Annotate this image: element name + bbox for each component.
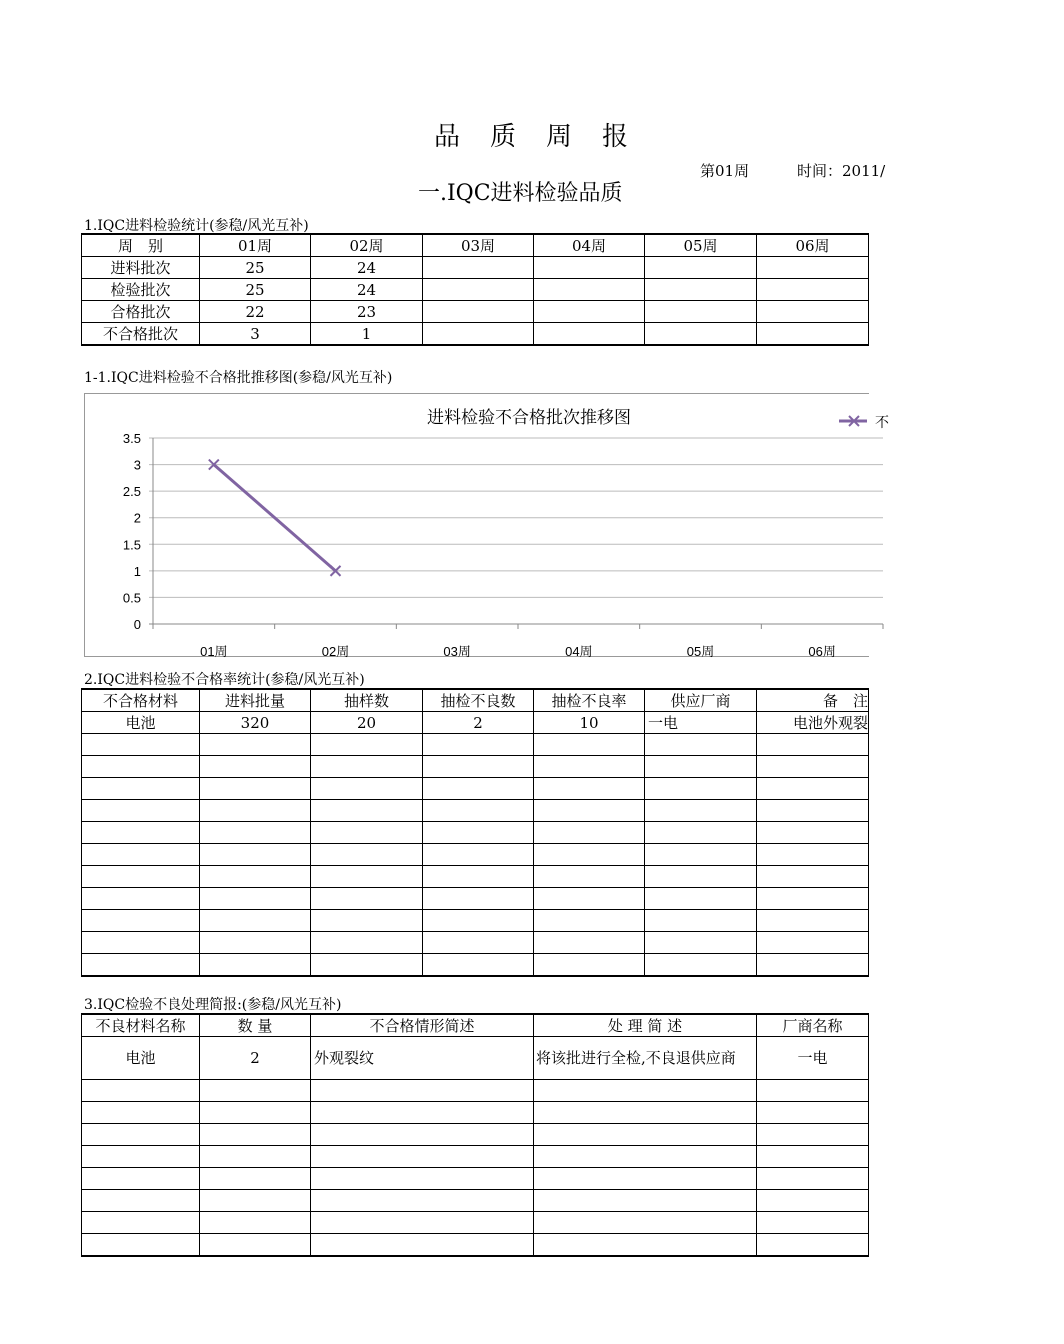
table-row (82, 279, 869, 301)
table-cell (645, 279, 757, 301)
table-cell (311, 778, 423, 800)
column-header: 数 量 (200, 1014, 311, 1037)
handling-label: 3.IQC检验不良处理简报:(参稳/风光互补) (84, 997, 342, 1013)
table-cell (534, 778, 645, 800)
table-cell (534, 822, 645, 844)
y-tick-label: 1.5 (122, 537, 141, 553)
column-header: 处 理 简 述 (534, 1014, 757, 1037)
table-cell (82, 822, 200, 844)
table-cell (200, 1124, 311, 1146)
table-cell (423, 279, 534, 301)
table-cell (645, 866, 757, 888)
table-cell (200, 866, 311, 888)
table-cell (200, 888, 311, 910)
table-cell (311, 888, 423, 910)
trend-chart (85, 394, 889, 659)
report-time: 时间：2011/ (797, 162, 886, 180)
table-row (82, 712, 869, 734)
table-cell (200, 844, 311, 866)
table-cell (757, 1146, 869, 1168)
table-cell (534, 932, 645, 954)
column-header: 06周 (757, 234, 869, 257)
table-cell (423, 257, 534, 279)
table-cell (423, 301, 534, 323)
table-cell: 不合格批次 (82, 323, 200, 346)
column-header: 02周 (311, 234, 423, 257)
table-cell: 25 (200, 279, 311, 301)
table-cell: 23 (311, 301, 423, 323)
table-cell (82, 1168, 200, 1190)
table-row (82, 778, 869, 800)
table-cell (311, 1168, 534, 1190)
table-cell (534, 1168, 757, 1190)
column-header: 备 注 (757, 689, 869, 712)
y-tick-label: 2 (133, 510, 141, 526)
table-cell (534, 910, 645, 932)
table-cell (311, 1212, 534, 1234)
table-cell (200, 1212, 311, 1234)
table-cell: 1 (311, 323, 423, 346)
table-cell (311, 954, 423, 977)
table-cell (423, 844, 534, 866)
table-row (82, 866, 869, 888)
table-cell (757, 734, 869, 756)
table-row (82, 800, 869, 822)
table-cell: 一电 (757, 1037, 869, 1080)
table-cell (534, 1102, 757, 1124)
table-cell (311, 1102, 534, 1124)
table-cell (534, 756, 645, 778)
table-cell (311, 1190, 534, 1212)
table-cell (82, 866, 200, 888)
table-row (82, 1234, 869, 1257)
table-cell (200, 932, 311, 954)
table-cell (757, 301, 869, 323)
table-cell (82, 844, 200, 866)
handling-table (81, 1013, 869, 1257)
table-cell: 24 (311, 257, 423, 279)
table-cell (757, 1102, 869, 1124)
table-cell (534, 1234, 757, 1257)
table-cell (757, 1212, 869, 1234)
table-cell (757, 866, 869, 888)
table-cell (200, 1168, 311, 1190)
column-header: 周 别 (82, 234, 200, 257)
table-cell (757, 257, 869, 279)
table-cell (423, 323, 534, 346)
table-cell (645, 932, 757, 954)
table-row (82, 257, 869, 279)
column-header: 抽检不良率 (534, 689, 645, 712)
defect-rate-table (81, 688, 869, 977)
table-cell (82, 756, 200, 778)
table-cell (534, 323, 645, 346)
table-cell: 2 (423, 712, 534, 734)
table-row (82, 756, 869, 778)
table-cell (82, 1102, 200, 1124)
table-cell: 电池 (82, 712, 200, 734)
table-row (82, 301, 869, 323)
table-cell (423, 778, 534, 800)
table-cell: 一电 (645, 712, 757, 734)
table-cell (200, 1146, 311, 1168)
table-cell (311, 866, 423, 888)
column-header: 厂商名称 (757, 1014, 869, 1037)
column-header: 供应厂商 (645, 689, 757, 712)
table-cell (82, 1146, 200, 1168)
table-cell (311, 734, 423, 756)
table-cell (645, 301, 757, 323)
table-cell (311, 910, 423, 932)
table-cell (645, 756, 757, 778)
table-cell (534, 1124, 757, 1146)
table-cell (757, 1168, 869, 1190)
table-cell (82, 1234, 200, 1257)
table-cell (757, 323, 869, 346)
table-cell (757, 888, 869, 910)
table-row (82, 888, 869, 910)
table-cell (757, 1124, 869, 1146)
column-header: 03周 (423, 234, 534, 257)
chart-container (84, 393, 889, 659)
table-cell: 10 (534, 712, 645, 734)
table-cell (200, 800, 311, 822)
table-cell (311, 822, 423, 844)
table-cell (82, 932, 200, 954)
column-header: 01周 (200, 234, 311, 257)
table-cell (311, 1080, 534, 1102)
column-header: 不合格材料 (82, 689, 200, 712)
table-row (82, 822, 869, 844)
table-row (82, 1146, 869, 1168)
table-cell (311, 756, 423, 778)
y-tick-label: 3.5 (122, 431, 141, 446)
table-cell (82, 954, 200, 977)
x-tick-label: 03周 (443, 644, 471, 659)
table-cell (423, 734, 534, 756)
table-row (82, 1190, 869, 1212)
table-row (82, 954, 869, 977)
table-cell (645, 822, 757, 844)
table-row (82, 1124, 869, 1146)
table-cell (757, 844, 869, 866)
x-tick-label: 01周 (200, 644, 228, 659)
x-tick-label: 06周 (808, 644, 836, 659)
table-row (82, 932, 869, 954)
table-cell (200, 910, 311, 932)
table-cell: 22 (200, 301, 311, 323)
table-cell: 320 (200, 712, 311, 734)
table-cell (645, 910, 757, 932)
table-cell (82, 1212, 200, 1234)
x-tick-label: 05周 (686, 644, 715, 659)
y-tick-label: 0 (133, 617, 141, 632)
stats-table (81, 233, 869, 346)
table-cell (757, 800, 869, 822)
table-cell (534, 866, 645, 888)
table-cell (82, 910, 200, 932)
table-cell (645, 844, 757, 866)
table-cell (534, 1146, 757, 1168)
table-cell (534, 1080, 757, 1102)
table-cell (423, 910, 534, 932)
table-cell (423, 954, 534, 977)
table-cell (645, 954, 757, 977)
week-number: 第01周 (700, 162, 750, 180)
column-header: 进料批量 (200, 689, 311, 712)
table-cell (757, 1080, 869, 1102)
table-cell (200, 778, 311, 800)
table-row (82, 910, 869, 932)
table-cell (534, 257, 645, 279)
y-tick-label: 1 (133, 563, 141, 579)
column-header: 05周 (645, 234, 757, 257)
table-cell: 将该批进行全检,不良退供应商 (534, 1037, 757, 1080)
table-cell (200, 1102, 311, 1124)
x-tick-label: 02周 (321, 644, 350, 659)
table-row (82, 1212, 869, 1234)
table-cell (82, 888, 200, 910)
y-tick-label: 0.5 (122, 590, 141, 606)
table-row (82, 1037, 869, 1080)
table-cell: 电池 (82, 1037, 200, 1080)
table-row (82, 1102, 869, 1124)
table-cell (200, 1190, 311, 1212)
table-cell (423, 866, 534, 888)
table-cell (645, 734, 757, 756)
table-header-row (82, 1014, 869, 1037)
table-cell (534, 888, 645, 910)
table-cell (82, 778, 200, 800)
table-cell (757, 756, 869, 778)
x-tick-label: 04周 (565, 644, 593, 659)
table-cell (645, 800, 757, 822)
table-cell (645, 778, 757, 800)
column-header: 抽检不良数 (423, 689, 534, 712)
table-cell: 25 (200, 257, 311, 279)
table-cell: 合格批次 (82, 301, 200, 323)
table-cell: 2 (200, 1037, 311, 1080)
table-cell (757, 954, 869, 977)
table-row (82, 1168, 869, 1190)
table-cell (423, 756, 534, 778)
table-cell: 检验批次 (82, 279, 200, 301)
chart-title: 进料检验不合格批次推移图 (427, 408, 631, 427)
column-header: 04周 (534, 234, 645, 257)
legend-label: 不 (875, 414, 889, 430)
table-cell (534, 1212, 757, 1234)
table-header-row (82, 234, 869, 257)
table-cell (757, 1190, 869, 1212)
table-cell (645, 323, 757, 346)
table-cell (200, 734, 311, 756)
stats-label: 1.IQC进料检验统计(参稳/风光互补) (84, 218, 309, 234)
y-tick-label: 2.5 (122, 484, 141, 500)
table-cell (534, 279, 645, 301)
column-header: 不良材料名称 (82, 1014, 200, 1037)
column-header: 不合格情形简述 (311, 1014, 534, 1037)
table-cell (311, 1234, 534, 1257)
table-cell (534, 1190, 757, 1212)
table-cell (200, 822, 311, 844)
table-cell (311, 844, 423, 866)
table-cell (311, 1124, 534, 1146)
table-cell (200, 1234, 311, 1257)
table-cell (423, 932, 534, 954)
table-cell (534, 844, 645, 866)
table-header-row (82, 689, 869, 712)
column-header: 抽样数 (311, 689, 423, 712)
table-cell (645, 888, 757, 910)
chart-label: 1-1.IQC进料检验不合格批推移图(参稳/风光互补) (84, 370, 393, 386)
section-title: 一.IQC进料检验品质 (418, 181, 623, 206)
table-cell (200, 954, 311, 977)
table-cell (423, 800, 534, 822)
table-cell (200, 1080, 311, 1102)
table-cell (82, 734, 200, 756)
table-cell: 20 (311, 712, 423, 734)
table-cell (82, 1124, 200, 1146)
table-cell (534, 954, 645, 977)
table-cell: 外观裂纹 (311, 1037, 534, 1080)
page-title: 品 质 周 报 (433, 122, 630, 152)
table-cell: 24 (311, 279, 423, 301)
table-cell (757, 279, 869, 301)
table-cell (82, 1080, 200, 1102)
table-cell (534, 734, 645, 756)
table-cell (423, 888, 534, 910)
table-cell (311, 800, 423, 822)
table-cell (82, 800, 200, 822)
table-cell (757, 932, 869, 954)
table-row (82, 734, 869, 756)
table-cell (200, 756, 311, 778)
table-cell (757, 822, 869, 844)
table-cell: 3 (200, 323, 311, 346)
table-cell (82, 1190, 200, 1212)
table-cell (534, 301, 645, 323)
table-cell (645, 257, 757, 279)
table-row (82, 323, 869, 346)
table-cell: 进料批次 (82, 257, 200, 279)
table-cell (534, 800, 645, 822)
table-cell (757, 778, 869, 800)
table-cell (757, 910, 869, 932)
table-cell (311, 932, 423, 954)
y-tick-label: 3 (133, 457, 141, 473)
table-row (82, 1080, 869, 1102)
table-cell (423, 822, 534, 844)
table-cell: 电池外观裂 (757, 712, 869, 734)
table-row (82, 844, 869, 866)
defect-rate-label: 2.IQC进料检验不合格率统计(参稳/风光互补) (84, 672, 365, 688)
table-cell (311, 1146, 534, 1168)
table-cell (757, 1234, 869, 1257)
